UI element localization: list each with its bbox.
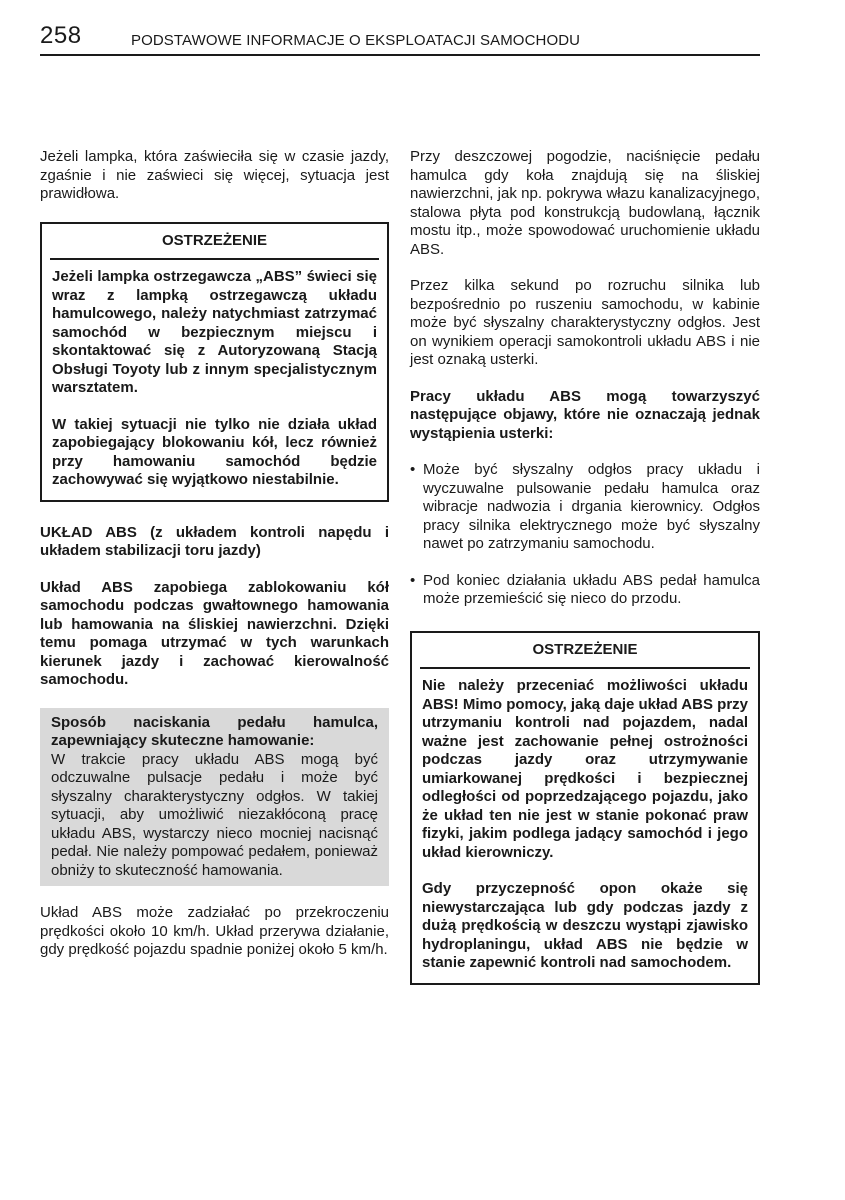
page-number: 258: [40, 22, 82, 49]
warning-paragraph: Nie należy przeceniać możliwości układu ABS! Mimo pomocy, jaką daje układ ABS przy utrzymaniu kontroli nad pojazdem, nadal ważne jest zachowanie pełnej ostrożności podczas jazdy oraz utrzymywanie umiarkowanej prędkości i bezpiecznej odległości od poprzedzającego pojazdu, jako że układ ten nie jest w stanie pokonać praw fizyki, jakim podlega jadący samochód i jego układ kierowniczy.: [422, 677, 748, 861]
section-heading: UKŁAD ABS (z układem kontroli napędu i układem stabilizacji toru jazdy): [40, 523, 389, 559]
tip-box: [40, 708, 389, 887]
left-column: [40, 148, 389, 960]
warning-paragraph: Gdy przyczepność opon okaże się niewystarczająca lub gdy podczas jazdy z dużą prędkością w deszczu wystąpi zjawisko hydroplaningu, układ ABS nie będzie w stanie zapewnić kontroli nad samochodem.: [422, 880, 748, 971]
bullet-icon: •: [410, 571, 416, 589]
list-item: • Może być słyszalny odgłos pracy układu i wyczuwalne pulsowanie pedału hamulca oraz wibracje nadwozia i drgania kierownicy. Odgłos pracy silnika elektrycznego może być słyszalny nawet po zatrzymaniu samochodu.: [410, 461, 760, 552]
warning-paragraph: W takiej sytuacji nie tylko nie działa układ zapobiegający blokowaniu kół, lecz również przy hamowaniu samochód będzie zachowywać się wyjątkowo niestabilnie.: [52, 415, 377, 488]
speed-note: Układ ABS może zadziałać po przekroczeniu prędkości około 10 km/h. Układ przerywa działanie, gdy prędkość pojazdu spadnie poniżej około 5 km/h.: [40, 904, 389, 958]
tip-body: W trakcie pracy układu ABS mogą być odczuwalne pulsacje pedału i może być słyszalny charakterystyczny odgłos. W takiej sytuacji, aby umożliwić niezakłóconą pracę układu ABS, wystarczy nieco mocniej nacisnąć pedał. Nie należy pompować pedałem, ponieważ obniży to skuteczność hamowania.: [51, 750, 378, 879]
warning-paragraph: Jeżeli lampka ostrzegawcza „ABS” świeci się wraz z lampką ostrzegawczą układu hamulcowego, należy natychmiast zatrzymać samochód w bezpiecznym miejscu i skontaktować się z Autoryzowaną Stacją Obsługi Toyoty lub z innym specjalistycznym warsztatem.: [52, 268, 377, 396]
list-item: • Pod koniec działania układu ABS pedał hamulca może przemieścić się nieco do przodu.: [410, 571, 760, 607]
right-column: [410, 148, 760, 985]
page-header: [40, 22, 760, 56]
bullet-icon: •: [410, 461, 416, 478]
symptoms-heading: Pracy układu ABS mogą towarzyszyć następujące objawy, które nie oznaczają jednak wystąpienia usterki:: [410, 387, 760, 442]
startup-paragraph: Przez kilka sekund po rozruchu silnika lub bezpośrednio po ruszeniu samochodu, w kabinie może być słyszalny charakterystyczny odgłos. Jest on wynikiem operacji samokontroli układu ABS i nie jest oznaką usterki.: [410, 277, 760, 368]
section-intro: Układ ABS zapobiega zablokowaniu kół samochodu podczas gwałtownego hamowania lub hamowania na śliskiej nawierzchni. Dzięki temu pomaga utrzymać w tych warunkach kierunek jazdy i zachować kierowalność samochodu.: [40, 578, 389, 688]
warning-box-1: [40, 222, 389, 502]
intro-paragraph: Jeżeli lampka, która zaświeciła się w czasie jazdy, zgaśnie i nie zaświeci się więcej, sytuacja jest prawidłowa.: [40, 148, 389, 202]
running-title: PODSTAWOWE INFORMACJE O EKSPLOATACJI SAMOCHODU: [131, 32, 581, 49]
warning-title: OSTRZEŻENIE: [420, 633, 750, 670]
symptoms-list: [410, 461, 760, 609]
rain-paragraph: Przy deszczowej pogodzie, naciśnięcie pedału hamulca gdy koła znajdują się na śliskiej nawierzchni, jak np. pokrywa włazu kanalizacyjnego, stalowa płyta pod konstrukcją budowlaną, łącznik mostu itp., może spowodować uruchomienie układu ABS.: [410, 148, 760, 258]
tip-heading: Sposób naciskania pedału hamulca, zapewniający skuteczne hamowanie:: [51, 713, 378, 749]
warning-box-2: [410, 631, 760, 985]
warning-title: OSTRZEŻENIE: [50, 224, 379, 261]
